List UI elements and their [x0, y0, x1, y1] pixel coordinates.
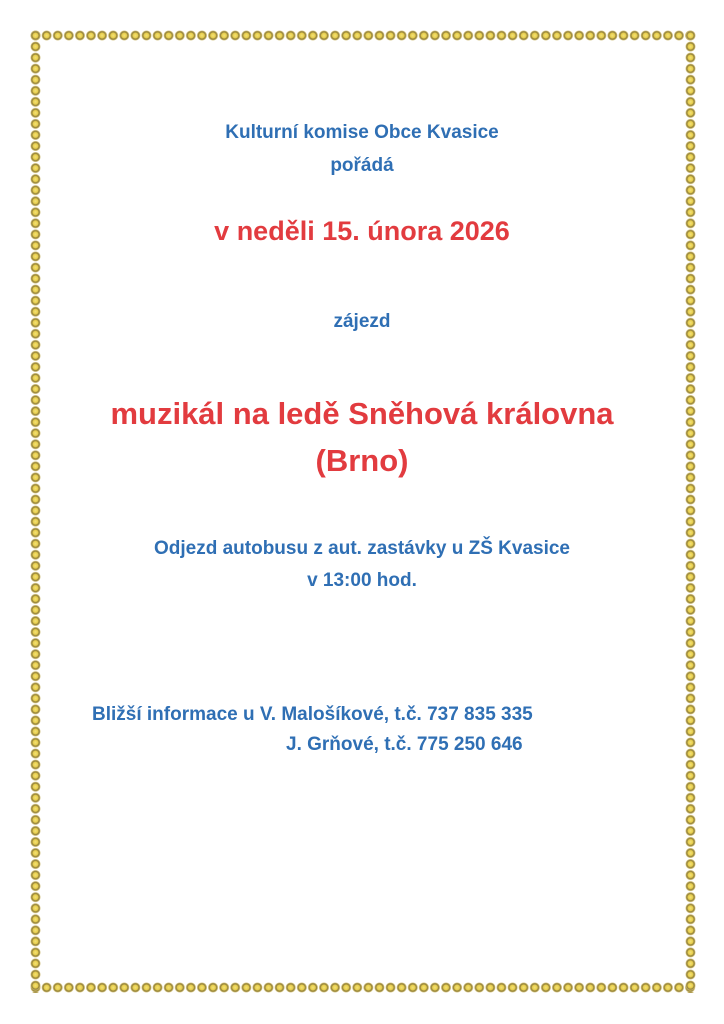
event-date: v neděli 15. února 2026	[214, 216, 510, 246]
contact-1: Bližší informace u V. Malošíkové, t.č. 737 835 335	[92, 704, 533, 725]
event-city: (Brno)	[315, 443, 409, 478]
event-type: zájezd	[333, 311, 391, 332]
event-title: muzikál na ledě Sněhová královna	[110, 396, 614, 431]
sun-border-bottom	[30, 982, 696, 993]
organizer: Kulturní komise Obce Kvasice	[225, 122, 499, 143]
departure-info: Odjezd autobusu z aut. zastávky u ZŠ Kvasice	[153, 538, 570, 559]
contact-2: J. Grňové, t.č. 775 250 646	[286, 734, 523, 755]
organizes: pořádá	[330, 155, 394, 176]
departure-time: v 13:00 hod.	[307, 570, 417, 591]
sun-border-top	[30, 30, 696, 41]
